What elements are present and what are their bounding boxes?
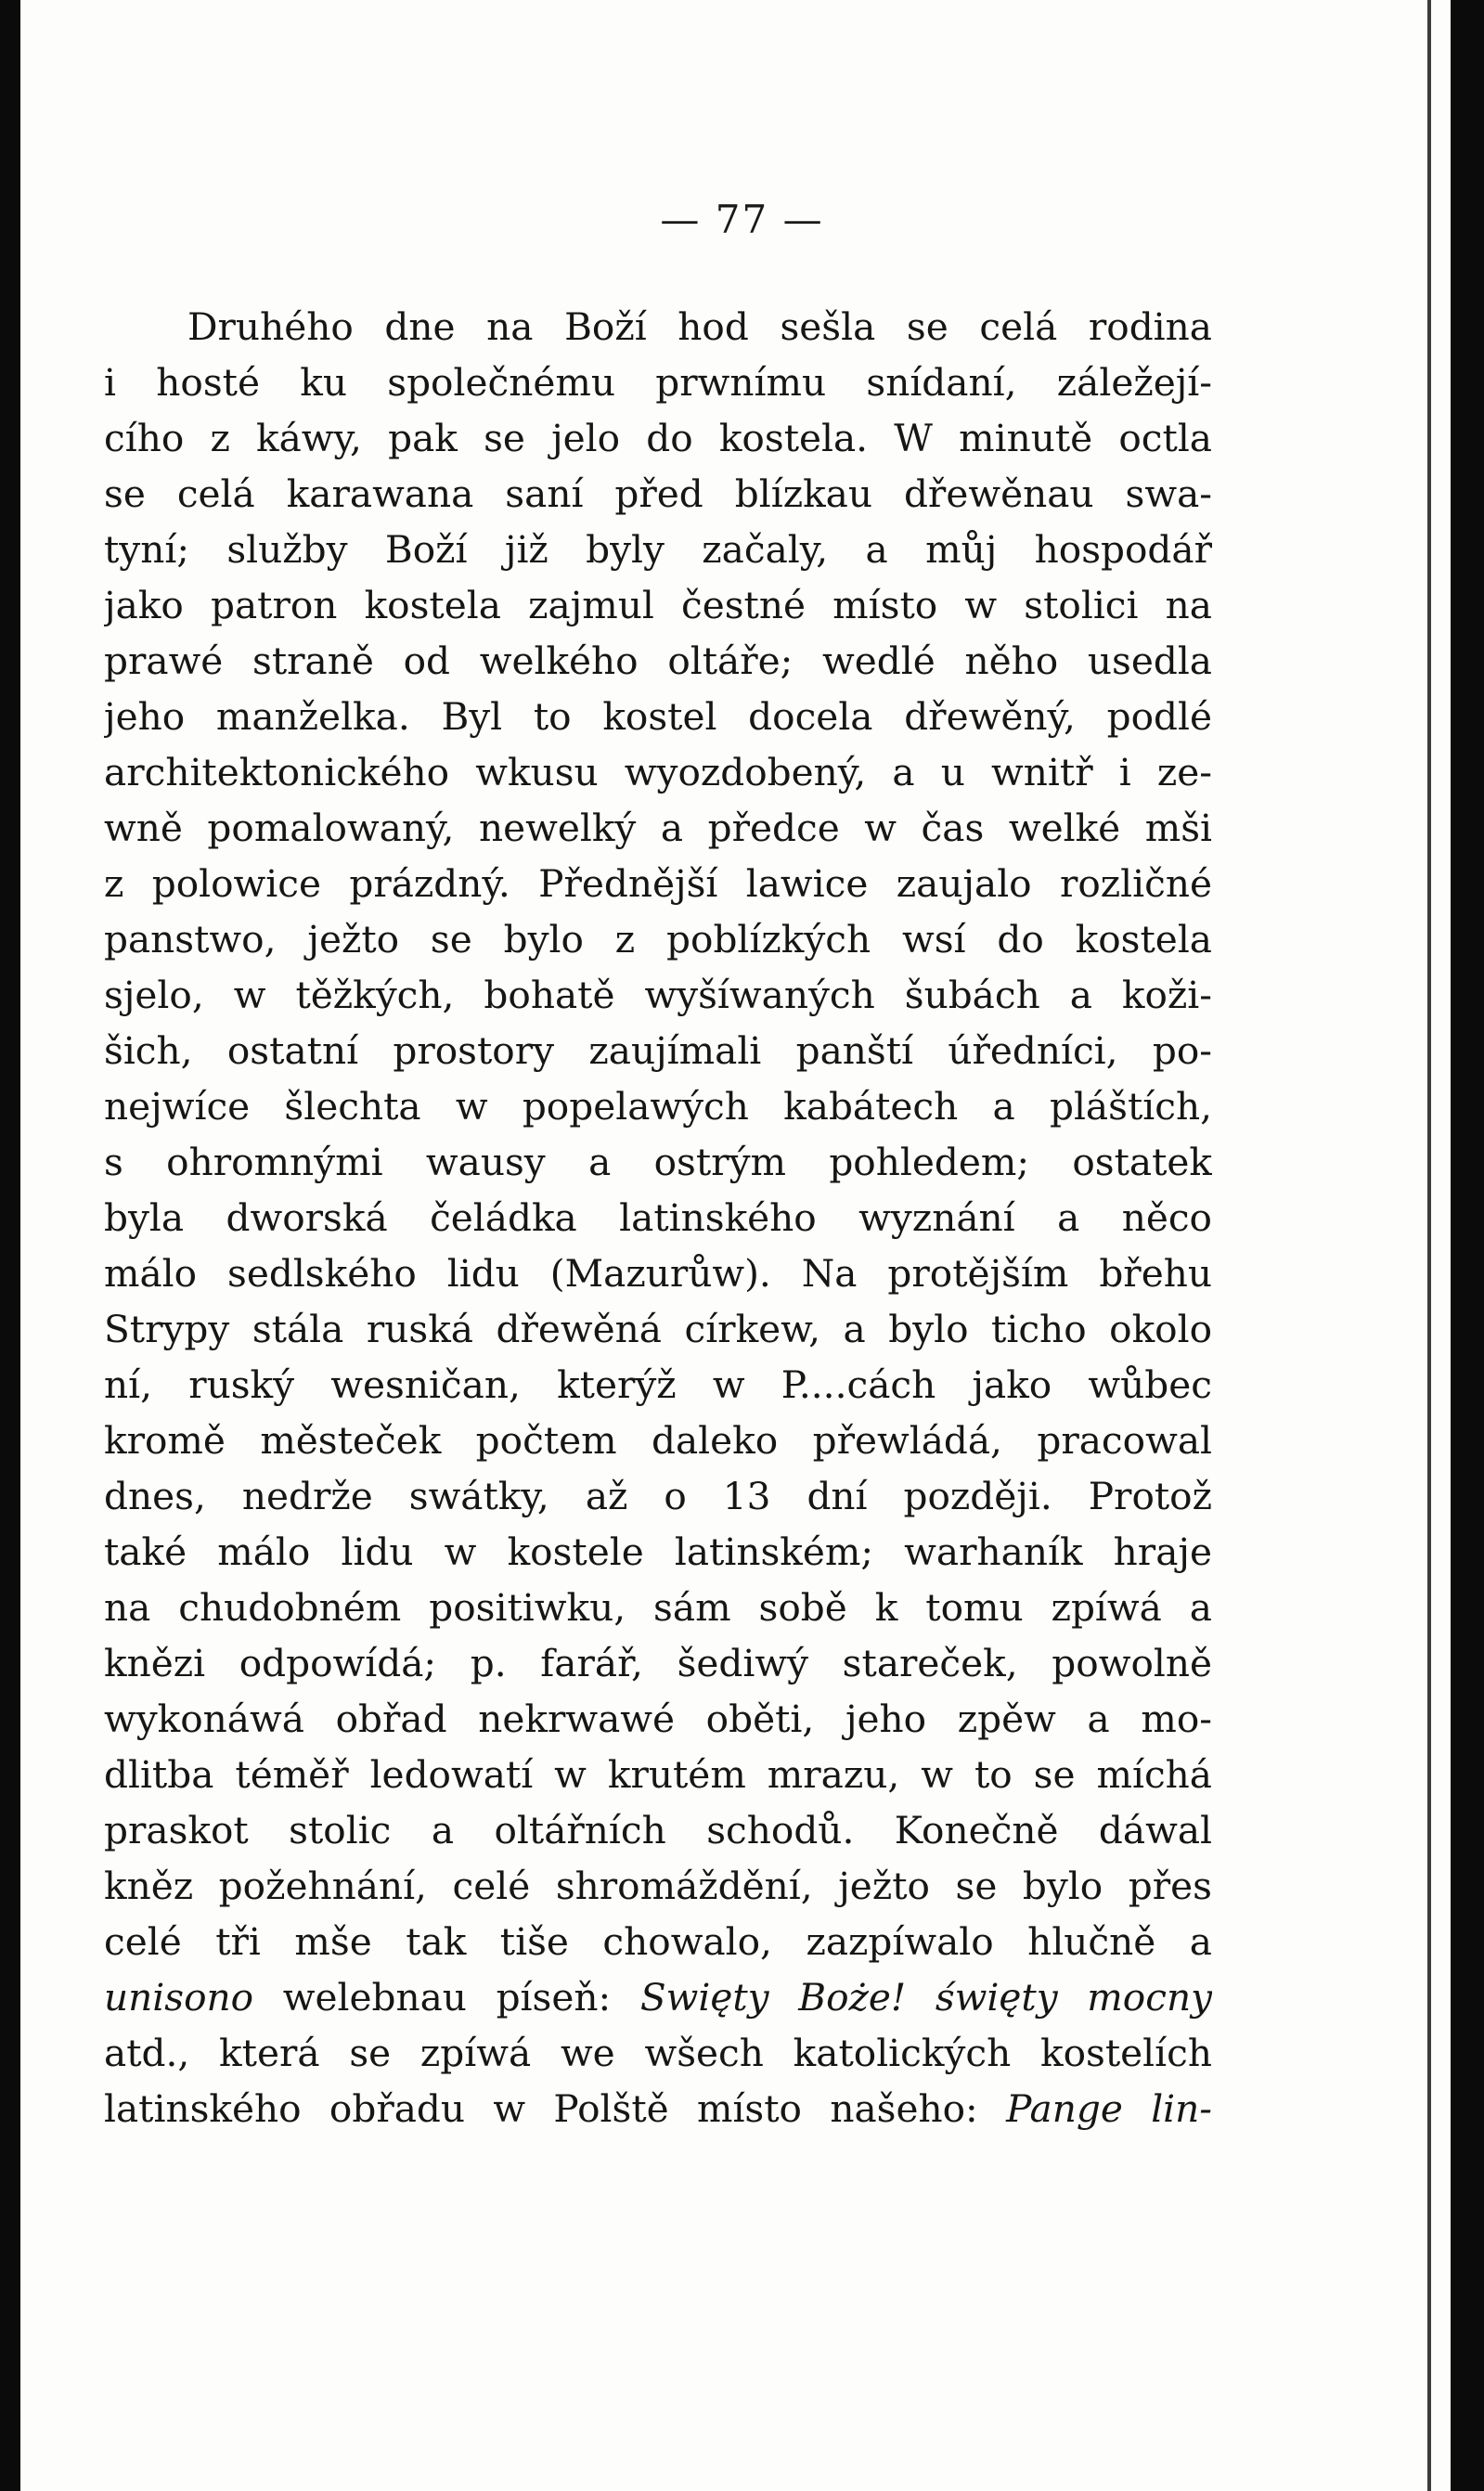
- text-line: jako patron kostela zajmul čestné místo w stolici na: [104, 583, 1212, 627]
- text-line: dnes, nedrže swátky, až o 13 dní později. Protož: [104, 1474, 1212, 1518]
- text-line: celé tři mše tak tiše chowalo, zazpíwalo hlučně a: [104, 1919, 1212, 1964]
- text-line: se celá karawana saní před blízkau dřewěnau swa-: [104, 471, 1212, 516]
- text-line: nejwíce šlechta w popelawých kabátech a pláštích,: [104, 1084, 1212, 1129]
- text-line: wně pomalowaný, newelký a předce w čas welké mši: [104, 806, 1212, 850]
- text-line: praskot stolic a oltářních schodů. Konečně dáwal: [104, 1808, 1212, 1852]
- page-number: — 77 —: [660, 197, 824, 242]
- text-line: kromě městeček počtem daleko přewládá, pracowal: [104, 1418, 1212, 1463]
- text-line: panstwo, ježto se bylo z poblízkých wsí do kostela: [104, 917, 1212, 962]
- text-run: latinského obřadu w Polště místo našeho:: [104, 2086, 1007, 2131]
- text-line: i hosté ku společnému prwnímu snídaní, záležejí-: [104, 360, 1212, 405]
- text-line: Druhého dne na Boží hod sešla se celá rodina: [187, 304, 1212, 349]
- text-line: sjelo, w těžkých, bohatě wyšíwaných šubách a koži-: [104, 973, 1212, 1017]
- text-line: wykonáwá obřad nekrwawé oběti, jeho zpěw a mo-: [104, 1697, 1212, 1741]
- text-line: také málo lidu w kostele latinském; warhaník hraje: [104, 1529, 1212, 1574]
- text-line: prawé straně od welkého oltáře; wedlé něho usedla: [104, 639, 1212, 683]
- italic-run: unisono: [104, 1975, 254, 2020]
- scan-edge-left: [0, 0, 20, 2491]
- body-text: [104, 299, 1212, 2136]
- text-run: welebnau píseň:: [253, 1975, 640, 2020]
- scan-edge-right: [1451, 0, 1484, 2491]
- text-line: atd., která se zpíwá we wšech katolických kostelích: [104, 2031, 1212, 2075]
- text-line: šich, ostatní prostory zaujímali panští úředníci, po-: [104, 1028, 1212, 1073]
- text-line: z polowice prázdný. Přednější lawice zaujalo rozličné: [104, 861, 1212, 906]
- page-fold-line: [1427, 0, 1431, 2491]
- italic-run: Swięty Boże! święty mocny: [639, 1975, 1212, 2020]
- text-line: jeho manželka. Byl to kostel docela dřewěný, podlé: [104, 694, 1212, 739]
- italic-run: Pange lin-: [1006, 2086, 1212, 2131]
- text-line: na chudobném positiwku, sám sobě k tomu zpíwá a: [104, 1585, 1212, 1630]
- text-line: knězi odpowídá; p. farář, šediwý stareček, powolně: [104, 1641, 1212, 1685]
- text-line: byla dworská čeládka latinského wyznání a něco: [104, 1195, 1212, 1240]
- text-line: tyní; služby Boží již byly začaly, a můj hospodář: [104, 527, 1212, 572]
- text-line-mixed: [104, 2081, 1212, 2136]
- text-line: kněz požehnání, celé shromáždění, ježto se bylo přes: [104, 1864, 1212, 1908]
- text-line: ní, ruský wesničan, kterýž w P....cách jako wůbec: [104, 1362, 1212, 1407]
- text-line: architektonického wkusu wyozdobený, a u wnitř i ze-: [104, 750, 1212, 794]
- text-line: Strypy stála ruská dřewěná církew, a bylo ticho okolo: [104, 1307, 1212, 1351]
- text-line-mixed: [104, 1969, 1212, 2025]
- text-line: málo sedlského lidu (Mazurůw). Na protějším břehu: [104, 1251, 1212, 1296]
- text-line: dlitba téměř ledowatí w krutém mrazu, w to se míchá: [104, 1752, 1212, 1797]
- text-line: s ohromnými wausy a ostrým pohledem; ostatek: [104, 1140, 1212, 1184]
- text-line: cího z káwy, pak se jelo do kostela. W minutě octla: [104, 416, 1212, 460]
